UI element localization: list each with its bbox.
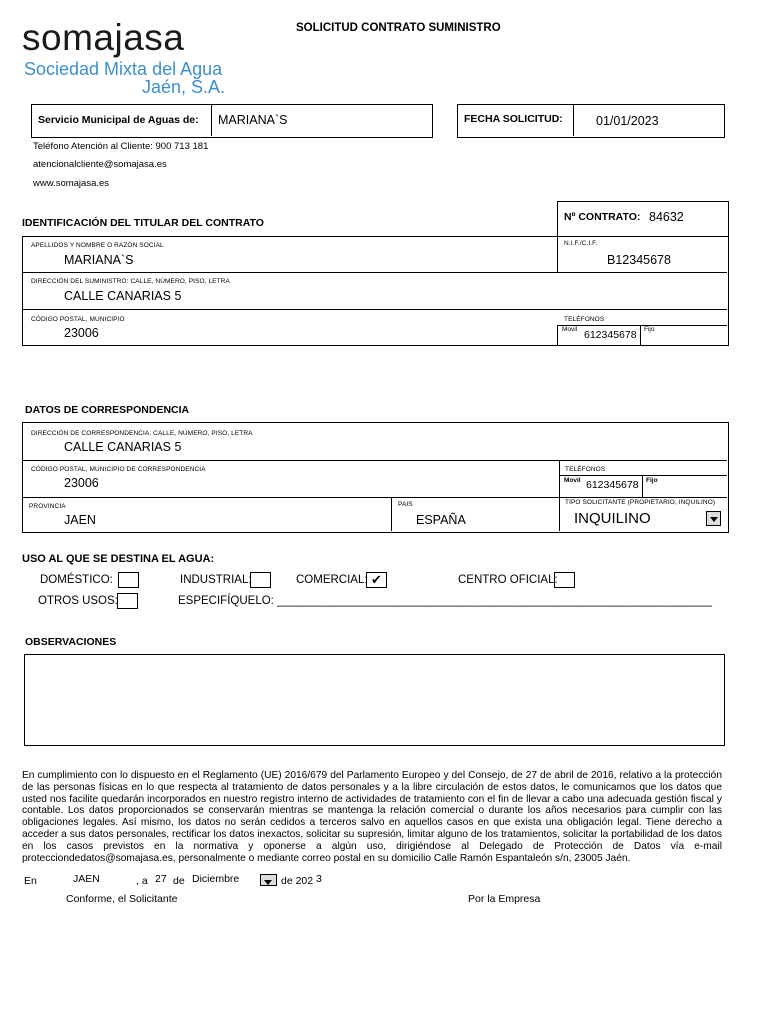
pais-label: PAIS [398, 501, 413, 508]
otros-checkbox[interactable] [117, 593, 138, 609]
observaciones-title: OBSERVACIONES [25, 636, 117, 648]
titular-tel-line [557, 325, 727, 326]
cp-label: CÓDIGO POSTAL, MUNICIPIO [31, 316, 125, 323]
titular-col-line-2 [557, 325, 558, 345]
movil-value[interactable]: 612345678 [584, 329, 637, 341]
servicio-divider [211, 105, 212, 136]
titular-row-line-1 [23, 272, 727, 273]
domestico-label: DOMÉSTICO: [40, 574, 113, 586]
contrato-label: Nº CONTRATO: [564, 211, 641, 223]
corr-movil-label: Movil [564, 477, 581, 484]
centro-checkbox[interactable] [554, 572, 575, 588]
domestico-checkbox[interactable] [118, 572, 139, 588]
corr-cp-label: CÓDIGO POSTAL, MUNICIPIO DE CORRESPONDENCIA [31, 466, 206, 473]
movil-label: Movil [562, 326, 578, 333]
corr-fijo-label: Fijo [646, 477, 658, 484]
firma-de-ano: de 202 [281, 875, 314, 887]
firma-empresa: Por la Empresa [468, 893, 541, 905]
corr-telefonos-label: TELÉFONOS [565, 466, 606, 473]
servicio-value[interactable]: MARIANA`S [218, 113, 288, 127]
fijo-label: Fijo [644, 326, 655, 333]
firma-solicitante: Conforme, el Solicitante [66, 893, 178, 905]
logo-line2: Jaén, S.A. [141, 77, 225, 97]
comercial-checkbox[interactable]: ✔ [366, 572, 387, 588]
titular-row-line-2 [23, 309, 727, 310]
titular-table [22, 236, 729, 346]
corr-tel-line [559, 475, 727, 476]
direccion-label: DIRECCIÓN DEL SUMINISTRO: CALLE, NÚMERO, PISO, LETRA [31, 278, 230, 285]
corr-direccion-value[interactable]: CALLE CANARIAS 5 [64, 440, 182, 454]
provincia-label: PROVINCIA [29, 503, 66, 510]
provincia-value[interactable]: JAEN [64, 513, 96, 527]
tipo-label: TIPO SOLICITANTE (PROPIETARIO, INQUILINO) [565, 499, 716, 506]
comercial-label: COMERCIAL: [296, 574, 368, 586]
observaciones-box[interactable] [24, 654, 725, 746]
nombre-value[interactable]: MARIANA`S [64, 253, 134, 267]
logo [22, 18, 232, 100]
fecha-divider [573, 105, 574, 136]
telefonos-label: TELÉFONOS [564, 316, 605, 323]
firma-ciudad[interactable]: JAEN [73, 873, 100, 885]
titular-col-line-1 [557, 237, 558, 272]
contact-phone: Teléfono Atención al Cliente: 900 713 181 [33, 141, 209, 152]
cp-value[interactable]: 23006 [64, 326, 99, 340]
industrial-label: INDUSTRIAL: [180, 574, 252, 586]
nif-value[interactable]: B12345678 [607, 253, 671, 267]
firma-ano-digit[interactable]: 3 [316, 873, 322, 885]
corr-row-line-1 [23, 460, 727, 461]
direccion-value[interactable]: CALLE CANARIAS 5 [64, 289, 182, 303]
firma-de: de [173, 875, 185, 887]
especifiquelo-field[interactable]: ESPECIFÍQUELO: ____________________________________________________________________ [178, 595, 712, 607]
titular-section-title: IDENTIFICACIÓN DEL TITULAR DEL CONTRATO [22, 217, 264, 229]
corr-row-line-2 [23, 497, 727, 498]
contrato-value[interactable]: 84632 [649, 210, 684, 224]
corr-col-line-3 [642, 475, 643, 497]
corr-col-line-2 [391, 497, 392, 531]
contrato-box [557, 201, 729, 237]
firma-mes[interactable]: Diciembre [192, 873, 240, 885]
corr-direccion-label: DIRECCIÓN DE CORRESPONDENCIA: CALLE, NÚMERO, PISO, LETRA [31, 430, 253, 437]
nif-label: N.I.F./C.I.F. [564, 240, 598, 247]
legal-text: En cumplimiento con lo dispuesto en el Reglamento (UE) 2016/679 del Parlamento Europeo y del Consejo, de 27 de abril de 2016, relativo a la protección de las personas físicas en lo que respecta al tratamiento de datos personales y a la libre circulación de estos datos, le comunicamos que los datos que usted nos facilite quedarán incorporados en nuestro registro interno de actividades de tratamiento con el fin de llevar a cabo una adecuada gestión fiscal y contable. Los datos proporcionados se conservarán mientras se mantenga la relación comercial o durante los años necesarios para cumplir con las obligaciones legales. Así mismo, los datos no serán cedidos a terceros salvo en aquellos casos en que exista una obligación legal. Tiene derecho a acceder a sus datos personales, rectificar los datos inexactos, solicitar su supresión, limitar alguno de los tratamientos, solicitar la portabilidad de los datos en los casos previstos en la normativa y oponerse a algún uso, dirigiéndose al Delegado de Protección de Datos vía e-mail protecciondedatos@somajasa.es, personalmente o mediante correo postal en su domicilio Calle Ramón Espantaleón s/n, 23005 Jaén. [22, 770, 722, 864]
firma-a: , a [136, 875, 148, 887]
tipo-dropdown[interactable] [706, 511, 721, 526]
corr-cp-value[interactable]: 23006 [64, 476, 99, 490]
correspondencia-table [22, 422, 729, 533]
servicio-label: Servicio Municipal de Aguas de: [38, 114, 199, 126]
servicio-box [31, 104, 433, 138]
logo-name: somajasa [22, 17, 185, 58]
industrial-checkbox[interactable] [250, 572, 271, 588]
tipo-value[interactable]: INQUILINO [574, 510, 651, 527]
contact-email: atencionalcliente@somajasa.es [33, 159, 167, 170]
contact-web: www.somajasa.es [33, 178, 110, 189]
firma-en: En [24, 875, 37, 887]
correspondencia-section-title: DATOS DE CORRESPONDENCIA [25, 404, 190, 416]
corr-col-line-1 [559, 460, 560, 531]
page-title: SOLICITUD CONTRATO SUMINISTRO [296, 22, 501, 34]
uso-section-title: USO AL QUE SE DESTINA EL AGUA: [22, 553, 215, 565]
mes-dropdown[interactable] [260, 874, 277, 886]
centro-label: CENTRO OFICIAL: [458, 574, 558, 586]
pais-value[interactable]: ESPAÑA [416, 513, 466, 527]
corr-movil-value[interactable]: 612345678 [586, 479, 639, 491]
otros-label: OTROS USOS: [38, 595, 118, 607]
logo-line1: Sociedad Mixta del Agua [24, 59, 223, 79]
nombre-label: APELLIDOS Y NOMBRE O RAZÓN SOCIAL [31, 242, 164, 249]
fecha-value[interactable]: 01/01/2023 [596, 114, 659, 128]
fecha-box [457, 104, 725, 138]
titular-col-line-3 [640, 325, 641, 345]
firma-dia[interactable]: 27 [155, 873, 167, 885]
fecha-label: FECHA SOLICITUD: [464, 113, 563, 125]
